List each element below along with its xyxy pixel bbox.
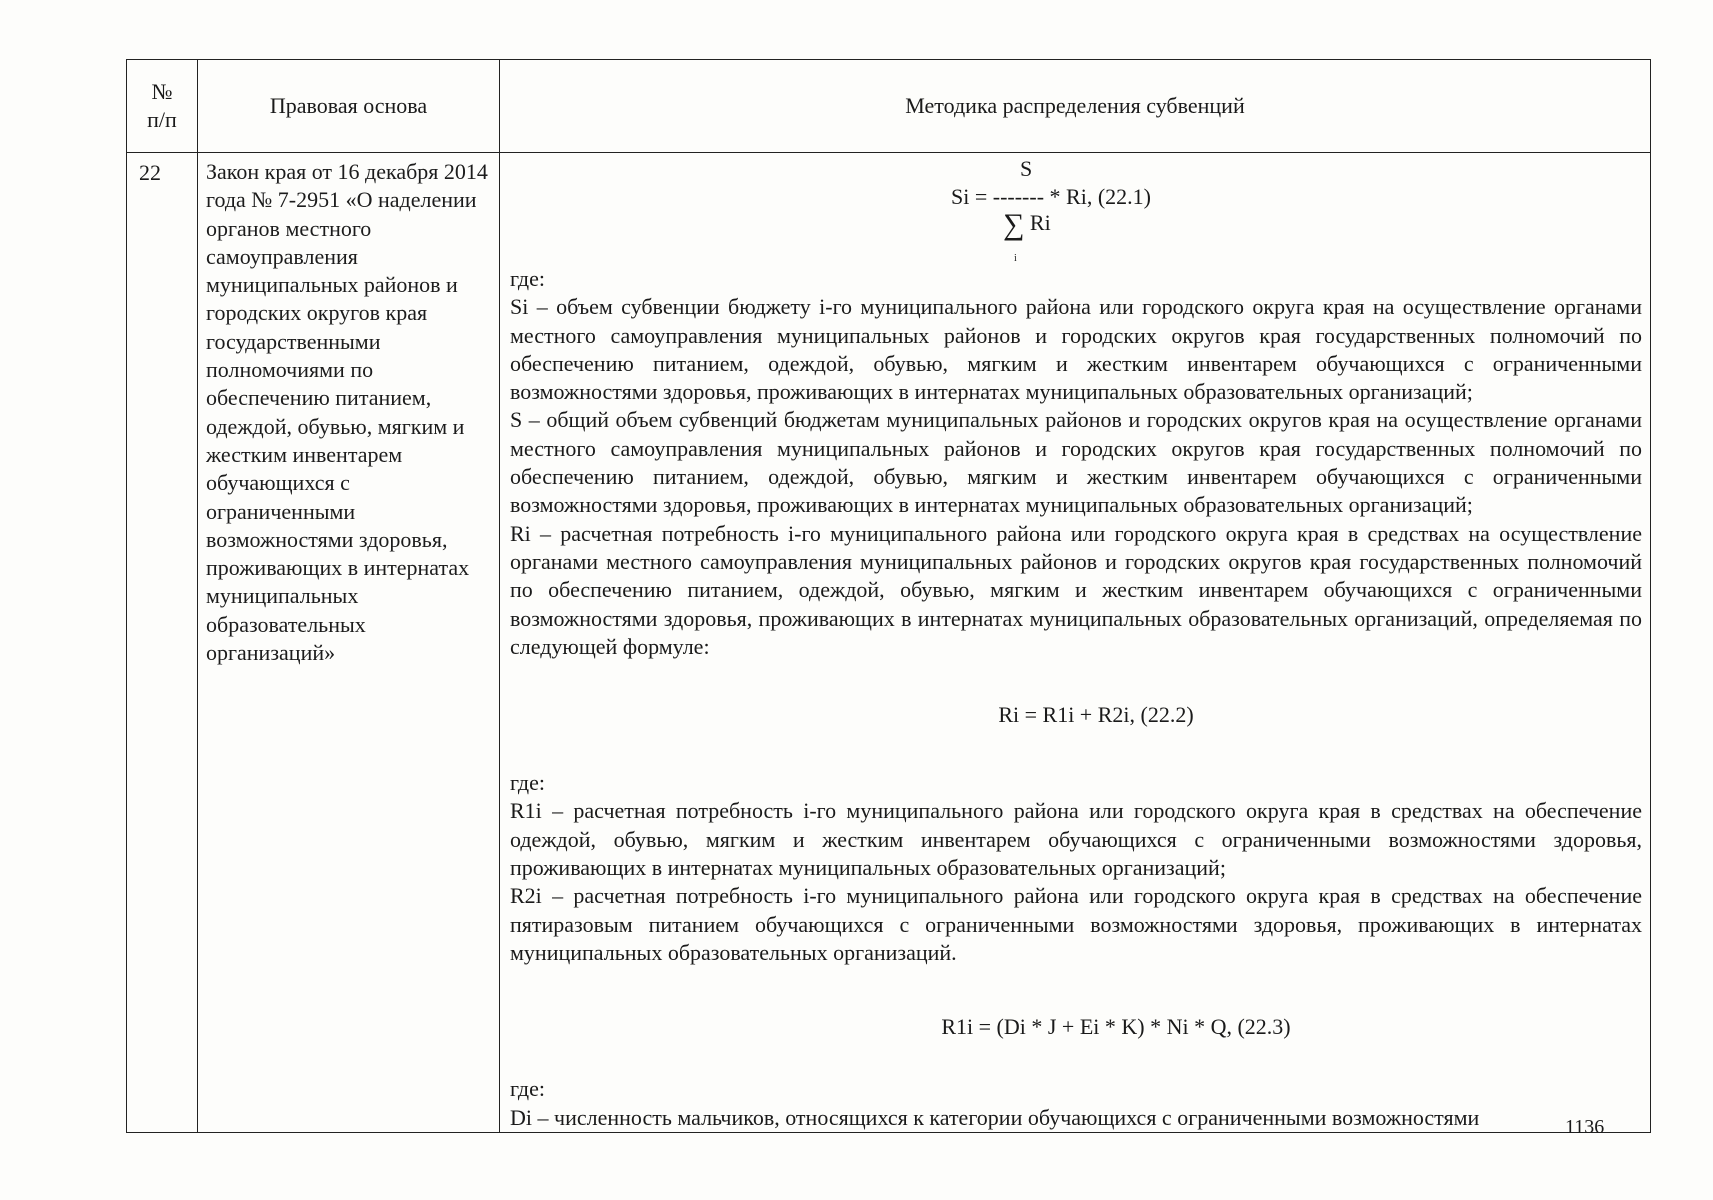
where-label: где: <box>510 770 545 796</box>
row-legal-basis: Закон края от 16 декабря 2014 года № 7-2951 «О наделении органов местного самоуправления муниципальных районов и городских округов края государственными полномочиями по обеспечению питанием, одеждой, обувью, мягким и жестким инвентарем обучающихся с ограниченными возможностями здоровья, проживающих в интернатах муниципальных образовательных организаций» <box>198 153 500 1133</box>
page-number: 1136 <box>1565 1116 1605 1138</box>
table-row <box>127 153 1651 1133</box>
definition-di: Di – численность мальчиков, относящихся к категории обучающихся с ограниченными возможностями <box>510 1104 1480 1130</box>
header-number <box>127 60 198 153</box>
definition-s: S – общий объем субвенций бюджетам муниципальных районов и городских округов края на осуществление органами местного самоуправления муниципальных районов и городских округов края государственных полномочий по обеспечению питанием, одеждой, обувью, мягким и жестким инвентарем обучающихся с ограниченными возможностями здоровья, проживающих в интернатах муниципальных образовательных организаций; <box>510 407 1642 518</box>
formula-22-2: Ri = R1i + R2i, (22.2) <box>998 702 1194 728</box>
subvention-table <box>126 59 1651 1133</box>
definition-ri: Ri – расчетная потребность i-го муниципального района или городского округа края в средствах на осуществление органами местного самоуправления муниципальных районов и городских округов края государственных полномочий по обеспечению питанием, одеждой, обувью, мягким и жестким инвентарем обучающихся с ограниченными возможностями здоровья, проживающих в интернатах муниципальных образовательных организаций, определяемая по следующей формуле: <box>510 520 1642 659</box>
row-number: 22 <box>127 153 198 1133</box>
sum-variable: Ri <box>1029 210 1051 235</box>
formula-denominator <box>1003 209 1051 239</box>
header-legal-basis: Правовая основа <box>198 60 500 153</box>
header-number-sign: № <box>151 79 173 104</box>
where-label: где: <box>510 1076 545 1102</box>
definition-r1i: R1i – расчетная потребность i-го муниципального района или городского округа края в средствах на обеспечение одеждой, обувью, мягким и жестким инвентарем обучающихся с ограниченными возможностями здоровья, проживающих в интернатах муниципальных образовательных организаций; <box>510 798 1642 881</box>
definition-si: Si – объем субвенции бюджету i-го муниципального района или городского округа края на осуществление органами местного самоуправления муниципальных районов и городских округов края государственных полномочий по обеспечению питанием, одеждой, обувью, мягким и жестким инвентарем обучающихся с ограниченными возможностями здоровья, проживающих в интернатах муниципальных образовательных организаций; <box>510 294 1642 405</box>
formula-main-line: Si = ------- * Ri, (22.1) <box>951 184 1151 209</box>
header-methodology: Методика распределения субвенций <box>500 60 1651 153</box>
sum-symbol: ∑ <box>1003 208 1025 241</box>
where-label: где: <box>510 266 545 291</box>
formula-22-3: R1i = (Di * J + Ei * K) * Ni * Q, (22.3) <box>941 1014 1291 1040</box>
formula-numerator: S <box>1020 156 1033 181</box>
definition-r2i: R2i – расчетная потребность i-го муниципального района или городского округа края в средствах на обеспечение пятиразовым питанием обучающихся с ограниченными возможностями здоровья, проживающих в интернатах муниципальных образовательных организаций. <box>510 883 1642 965</box>
header-number-abbr: п/п <box>147 107 177 132</box>
table-header-row <box>127 60 1651 153</box>
row-methodology <box>500 153 1651 1133</box>
sum-index: i <box>1014 253 1017 264</box>
formula-22-1 <box>510 153 1642 265</box>
